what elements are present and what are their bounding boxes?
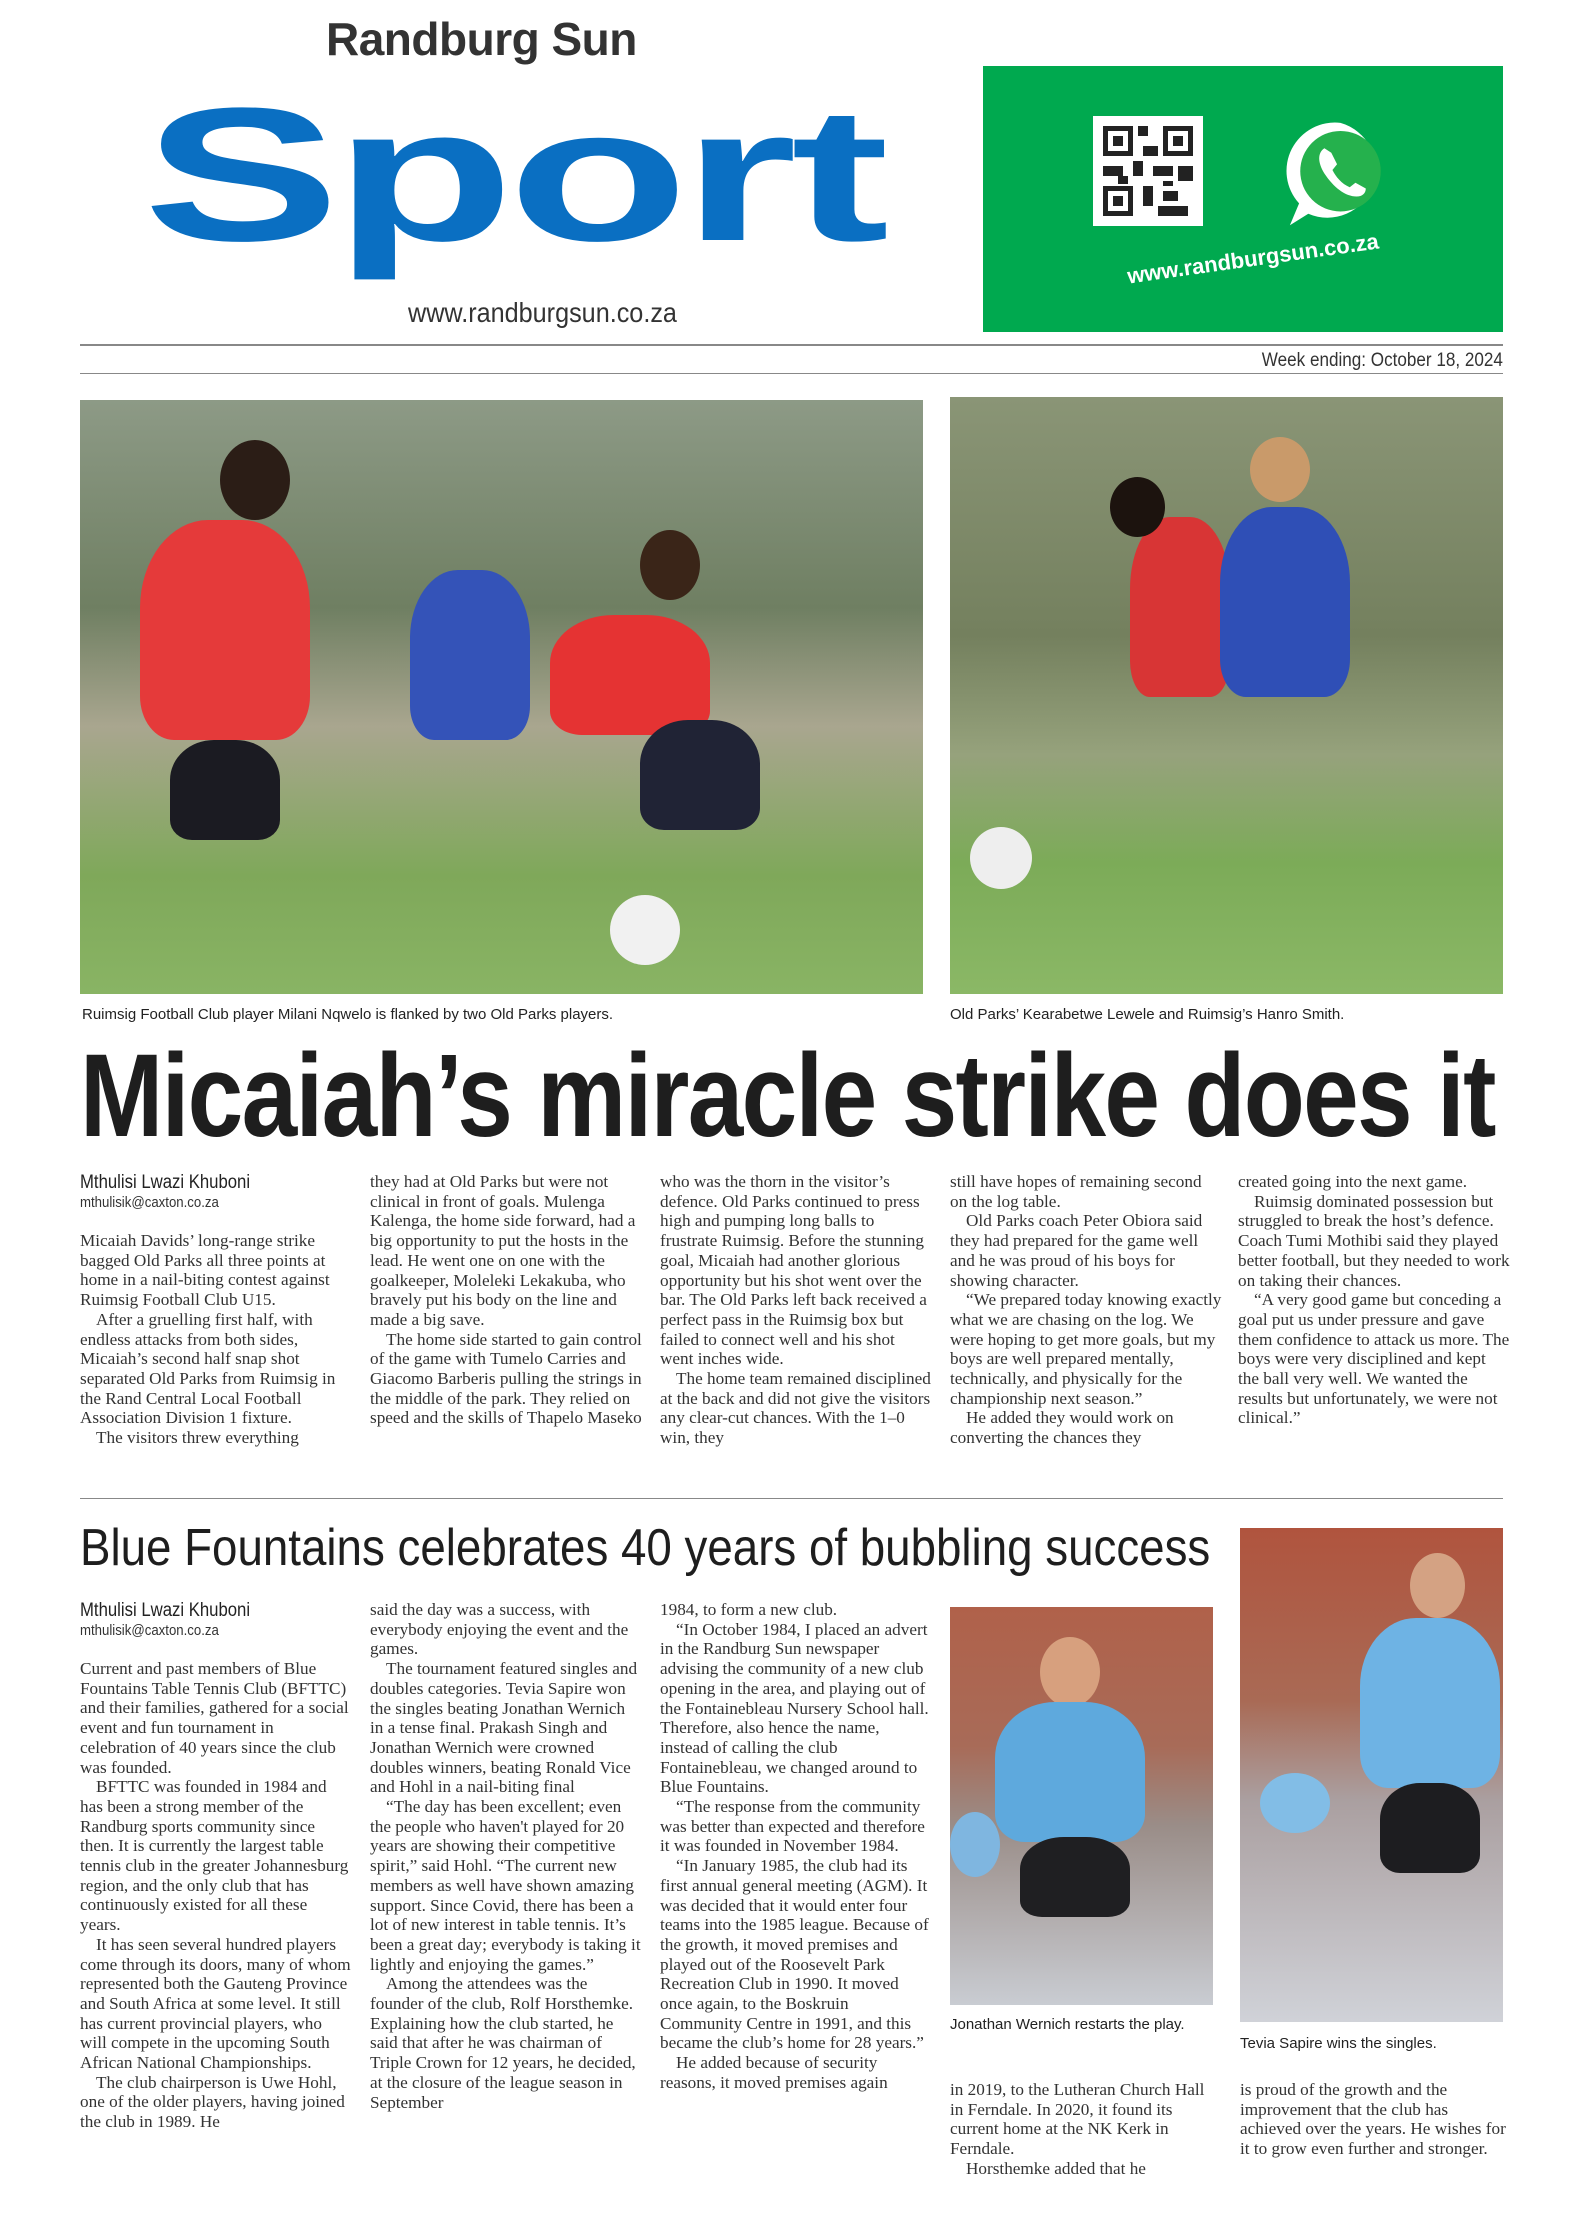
divider xyxy=(80,373,1503,374)
article-column xyxy=(1238,1172,1510,1428)
author-name: Mthulisi Lwazi Khuboni xyxy=(80,1600,251,1621)
paragraph: Ruimsig dominated possession but struggled to break the host’s defence. Coach Tumi Mothibi said they played better football, but they needed to work on taking their chances. xyxy=(1238,1191,1510,1290)
article-column xyxy=(660,1600,932,2093)
table-tennis-photo-1 xyxy=(950,1607,1213,2005)
paragraph: “In January 1985, the club had its first annual general meeting (AGM). It was decided that it would enter four teams into the 1985 league. Because of the growth, it moved premises and played out of the Roosevelt Park Recreation Club in 1990. It moved once again, to the Boskruin Community Centre in 1991, and this became the club’s home for 28 years.” xyxy=(660,1856,929,2053)
paragraph: they had at Old Parks but were not clinical in front of goals. Mulenga Kalenga, the home side forward, had a big opportunity to put the hosts in the lead. He went one on one with the goalkeeper, Moleleki Lekakuba, who bravely put his body on the line and made a big save. xyxy=(370,1172,636,1329)
paragraph: Micaiah Davids’ long-range strike bagged Old Parks all three points at home in a nail-biting contest against Ruimsig Football Club U15. xyxy=(80,1231,330,1310)
paragraph: It has seen several hundred players come through its doors, many of whom represented both the Gauteng Province and South Africa at some level. It still has current provincial players, who will compete in the upcoming South African National Championships. xyxy=(80,1934,351,2073)
column-text xyxy=(80,1659,352,2132)
column-text xyxy=(660,1600,932,2093)
photo-caption: Old Parks’ Kearabetwe Lewele and Ruimsig’s Hanro Smith. xyxy=(950,1006,1345,1023)
column-text xyxy=(950,1172,1222,1448)
paragraph: BFTTC was founded in 1984 and has been a strong member of the Randburg sports community since then. It is currently the largest table tennis club in the greater Johannesburg region, and the only club that has continuously existed for all these years. xyxy=(80,1777,349,1935)
qr-code-icon[interactable] xyxy=(1093,116,1203,226)
paragraph: Among the attendees was the founder of the club, Rolf Horsthemke. Explaining how the club started, he said that after he was chairman of Triple Crown for 12 years, he decided, at the closure of the league season in September xyxy=(370,1974,636,2112)
paragraph: The tournament featured singles and doubles categories. Tevia Sapire won the singles beating Jonathan Wernich in a tense final. Prakash Singh and Jonathan Wernich were crowned doubles winners, beating Ronald Vice and Hohl in a nail-biting final xyxy=(370,1659,638,1797)
article-column xyxy=(80,1172,352,1448)
paragraph: Old Parks coach Peter Obiora said they had prepared for the game well and he was proud of his boys for showing character. xyxy=(950,1211,1203,1290)
column-text xyxy=(370,1600,642,2112)
column-text xyxy=(1238,1172,1510,1428)
author-name: Mthulisi Lwazi Khuboni xyxy=(80,1172,251,1193)
masthead-title: Sport xyxy=(143,69,884,281)
article-column xyxy=(80,1600,352,2132)
author-email[interactable]: mthulisik@caxton.co.za xyxy=(80,1194,219,1211)
paragraph: He added because of security reasons, it moved premises again xyxy=(660,2053,888,2092)
divider xyxy=(80,344,1503,346)
whatsapp-icon[interactable] xyxy=(1283,116,1398,231)
whatsapp-promo-banner[interactable] xyxy=(983,66,1503,332)
column-text xyxy=(370,1172,642,1428)
article-column xyxy=(370,1600,642,2112)
article-column xyxy=(660,1172,932,1448)
paragraph: “The day has been excellent; even the people who haven't played for 20 years are showing their competitive spirit,” said Hohl. “The current new members as well have shown amazing support. Since Covid, there has been a lot of new interest in table tennis. It’s been a great day; everybody is taking it lightly and enjoying the games.” xyxy=(370,1797,641,1974)
paragraph: After a gruelling first half, with endless attacks from both sides, Micaiah’s second half snap shot separated Old Parks from Ruimsig in the Rand Central Local Football Association Division 1 fixture. xyxy=(80,1309,336,1428)
promo-url[interactable]: www.randburgsun.co.za xyxy=(1125,228,1381,289)
article-column xyxy=(950,2080,1222,2179)
article-column xyxy=(370,1172,642,1428)
masthead-subtitle: Randburg Sun xyxy=(326,13,637,65)
column-text xyxy=(80,1231,352,1448)
paragraph: The club chairperson is Uwe Hohl, one of the older players, having joined the club in 1989. He xyxy=(80,2072,345,2132)
football-photo-2 xyxy=(950,397,1503,994)
photo-caption: Jonathan Wernich restarts the play. xyxy=(950,2016,1185,2033)
paragraph: said the day was a success, with everybody enjoying the event and the games. xyxy=(370,1600,629,1659)
column-text xyxy=(660,1172,932,1448)
article-column xyxy=(950,1172,1222,1448)
masthead-url[interactable]: www.randburgsun.co.za xyxy=(408,297,677,328)
paragraph: “In October 1984, I placed an advert in the Randburg Sun newspaper advising the community of a new club opening in the area, and playing out of the Fontainebleau Nursery School hall. Therefore, also hence the name, instead of calling the club Fontainebleau, we changed around to Blue Fountains. xyxy=(660,1619,929,1797)
football-photo-1 xyxy=(80,400,923,994)
paragraph: “A very good game but conceding a goal put us under pressure and gave them confidence to attack us more. The boys were very disciplined and kept the ball very well. We wanted the results but unfortunately, we were not clinical.” xyxy=(1238,1290,1510,1428)
paragraph: in 2019, to the Lutheran Church Hall in Ferndale. In 2020, it found its current home at the NK Kerk in Ferndale. xyxy=(950,2080,1205,2159)
paragraph: 1984, to form a new club. xyxy=(660,1600,838,1619)
paragraph: created going into the next game. xyxy=(1238,1172,1468,1191)
photo-caption: Ruimsig Football Club player Milani Nqwelo is flanked by two Old Parks players. xyxy=(82,1006,614,1023)
paragraph: The home team remained disciplined at the back and did not give the visitors any clear-cut chances. With the 1–0 win, they xyxy=(660,1369,931,1448)
photo-caption: Tevia Sapire wins the singles. xyxy=(1240,2035,1437,2052)
author-email[interactable]: mthulisik@caxton.co.za xyxy=(80,1622,219,1639)
paragraph: “We prepared today knowing exactly what we are chasing on the log. We were hoping to get more goals, but my boys are well prepared mentally, technically, and physically for the championship next season.” xyxy=(950,1290,1222,1408)
paragraph: who was the thorn in the visitor’s defence. Old Parks continued to press high and pumping long balls to frustrate Ruimsig. Before the stunning goal, Micaiah had another glorious opportunity but his shot went over the bar. The Old Parks left back received a perfect pass in the Ruimsig box but failed to connect well and his shot went inches wide. xyxy=(660,1172,927,1369)
paragraph: is proud of the growth and the improvement that the club has achieved over the years. He wishes for it to grow even further and stronger. xyxy=(1240,2080,1506,2159)
column-text xyxy=(950,2080,1222,2179)
article-headline: Micaiah’s miracle strike does it xyxy=(80,1030,1495,1162)
paragraph: He added they would work on converting the chances they xyxy=(950,1408,1174,1448)
paragraph: Current and past members of Blue Fountains Table Tennis Club (BFTTC) and their families, gathered for a social event and fun tournament in celebration of 40 years since the club was founded. xyxy=(80,1659,349,1777)
article-headline: Blue Fountains celebrates 40 years of bubbling success xyxy=(80,1519,1211,1577)
table-tennis-photo-2 xyxy=(1240,1528,1503,2022)
week-ending-date: Week ending: October 18, 2024 xyxy=(1261,350,1503,371)
paragraph: Horsthemke added that he xyxy=(966,2158,1146,2178)
article-column xyxy=(1240,2080,1512,2159)
column-text xyxy=(1240,2080,1512,2159)
paragraph: The home side started to gain control of the game with Tumelo Carries and Giacomo Barberis pulling the strings in the middle of the park. They relied on speed and the skills of Thapelo Maseko xyxy=(370,1329,642,1428)
divider xyxy=(80,1498,1503,1499)
paragraph: still have hopes of remaining second on the log table. xyxy=(950,1172,1202,1211)
paragraph: The visitors threw everything xyxy=(96,1428,299,1448)
paragraph: “The response from the community was better than expected and therefore it was founded in November 1984. xyxy=(660,1797,925,1856)
